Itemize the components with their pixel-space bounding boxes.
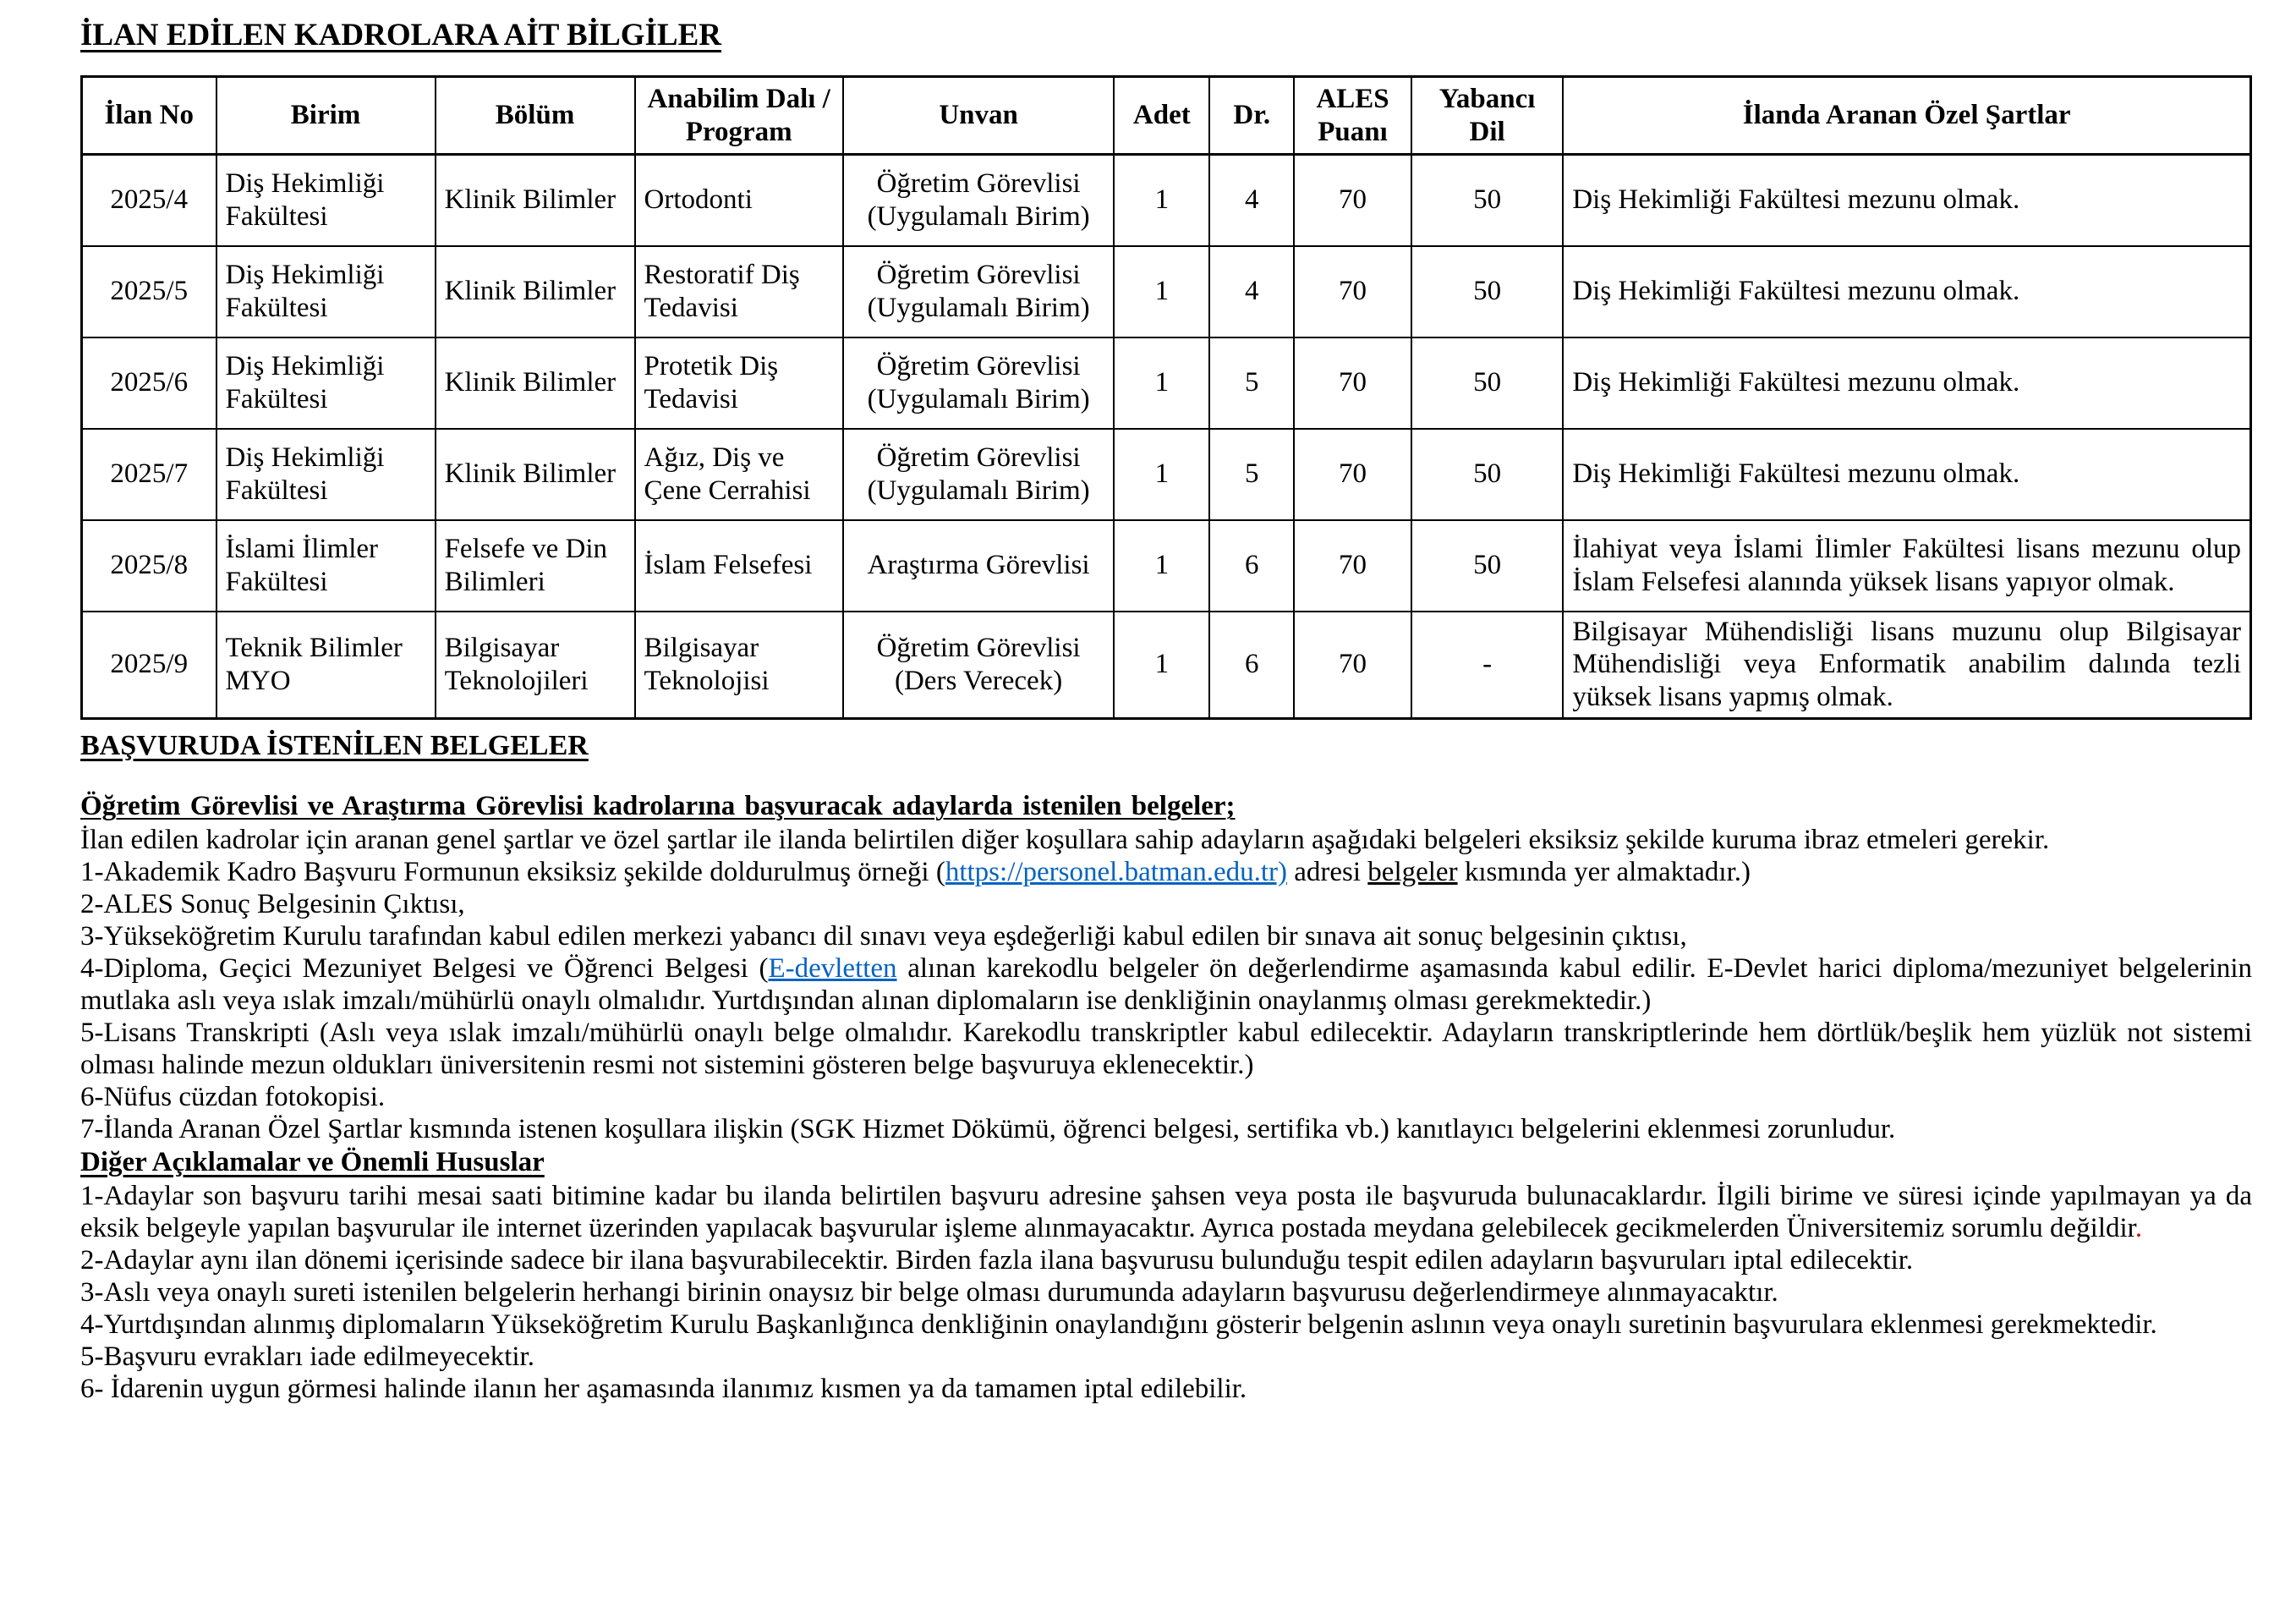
cell-yabanci-dil: - xyxy=(1411,612,1564,719)
header-dr: Dr. xyxy=(1209,77,1294,155)
cell-anabilim-dali: Bilgisayar Teknolojisi xyxy=(635,612,843,719)
document-item-5: 5-Lisans Transkripti (Aslı veya ıslak imzalı/mühürlü onaylı belge olmalıdır. Karekodlu transkriptler kabul edilecektir. Adayların transkriptlerinde hem dörtlük/beşlik hem yüzlük not sistemi olması halinde mezun oldukları üniversitenin resmi not sistemini gösteren belge başvuruya eklenecektir.) xyxy=(80,1018,2252,1081)
note-item-1 xyxy=(80,1180,2252,1244)
header-yabanci-dil: Yabancı Dil xyxy=(1411,77,1564,155)
cell-ilan-no: 2025/8 xyxy=(82,520,216,612)
table-row xyxy=(82,429,2251,520)
cell-unvan: Öğretim Görevlisi (Ders Verecek) xyxy=(843,612,1115,719)
cell-ilan-no: 2025/6 xyxy=(82,337,216,429)
cell-adet: 1 xyxy=(1114,155,1209,246)
cell-ales-puani: 70 xyxy=(1294,337,1411,429)
document-item-6: 6-Nüfus cüzdan fotokopisi. xyxy=(80,1082,386,1113)
document-item-1-underlined: belgeler xyxy=(1367,857,1458,888)
cell-unvan: Öğretim Görevlisi (Uygulamalı Birim) xyxy=(843,429,1115,520)
cell-bolum: Klinik Bilimler xyxy=(436,246,635,337)
cell-bolum: Klinik Bilimler xyxy=(436,429,635,520)
cell-ozel-sartlar: Diş Hekimliği Fakültesi mezunu olmak. xyxy=(1563,429,2250,520)
positions-table xyxy=(80,75,2252,720)
note-item-3: 3-Aslı veya onaylı sureti istenilen belgelerin herhangi birinin onaysız bir belge olması durumunda adayların başvurusu değerlendirmeye alınmayacaktır. xyxy=(80,1277,1778,1309)
cell-dr: 5 xyxy=(1209,429,1294,520)
cell-unvan: Öğretim Görevlisi (Uygulamalı Birim) xyxy=(843,155,1115,246)
cell-ales-puani: 70 xyxy=(1294,246,1411,337)
header-unvan: Unvan xyxy=(843,77,1115,155)
e-devlet-link[interactable]: E-devletten xyxy=(768,953,897,985)
cell-adet: 1 xyxy=(1114,612,1209,719)
document-item-4 xyxy=(80,952,2252,1017)
table-header-row xyxy=(82,77,2251,155)
document-item-1-suffix: kısmında yer almaktadır.) xyxy=(1457,857,1751,888)
cell-dr: 6 xyxy=(1209,612,1294,719)
note-item-2: 2-Adaylar aynı ilan dönemi içerisinde sadece bir ilana başvurabilecektir. Birden fazla ilana başvurusu bulunduğu tespit edilen adayların başvuruları iptal edilecektir. xyxy=(80,1245,1914,1276)
header-ilan-no: İlan No xyxy=(82,77,216,155)
document-item-1 xyxy=(80,856,2252,888)
note-item-1-text: 1-Adaylar son başvuru tarihi mesai saati bitimine kadar bu ilanda belirtilen başvuru adresine şahsen veya posta ile başvuruda bulunacaklardır. İlgili birime ve süresi içinde yapılmayan ya da eksik belgeyle yapılan başvurular ile internet üzerinden yapılacak başvurular işleme alınmayacaktır. Ayrıca postada meydana gelebilecek gecikmelerden Üniversitemiz sorumlu değildir xyxy=(80,1181,2252,1244)
cell-bolum: Bilgisayar Teknolojileri xyxy=(436,612,635,719)
cell-ales-puani: 70 xyxy=(1294,520,1411,612)
note-item-4: 4-Yurtdışından alınmış diplomaların Yükseköğretim Kurulu Başkanlığınca denkliğinin onaylandığını gösterir belgenin aslının veya onaylı suretinin başvurulara eklenmesi gerekmektedir. xyxy=(80,1309,2157,1341)
cell-ales-puani: 70 xyxy=(1294,429,1411,520)
note-item-6: 6- İdarenin uygun görmesi halinde ilanın her aşamasında ilanımız kısmen ya da tamamen iptal edilebilir. xyxy=(80,1374,1247,1405)
cell-anabilim-dali: Ortodonti xyxy=(635,155,843,246)
header-birim: Birim xyxy=(216,77,436,155)
document-item-1-mid: adresi xyxy=(1287,857,1368,888)
personel-url-link[interactable]: https://personel.batman.edu.tr) xyxy=(945,857,1287,888)
cell-ilan-no: 2025/5 xyxy=(82,246,216,337)
cell-unvan: Araştırma Görevlisi xyxy=(843,520,1115,612)
cell-ozel-sartlar: Bilgisayar Mühendisliği lisans muzunu olup Bilgisayar Mühendisliği veya Enformatik anabilim dalında tezli yüksek lisans yapmış olmak. xyxy=(1563,612,2250,719)
cell-ozel-sartlar: İlahiyat veya İslami İlimler Fakültesi lisans mezunu olup İslam Felsefesi alanında yüksek lisans yapıyor olmak. xyxy=(1563,520,2250,612)
cell-birim: Diş Hekimliği Fakültesi xyxy=(216,155,436,246)
cell-anabilim-dali: Ağız, Diş ve Çene Cerrahisi xyxy=(635,429,843,520)
cell-yabanci-dil: 50 xyxy=(1411,155,1564,246)
cell-ozel-sartlar: Diş Hekimliği Fakültesi mezunu olmak. xyxy=(1563,155,2250,246)
cell-dr: 5 xyxy=(1209,337,1294,429)
notes-section-heading: Diğer Açıklamalar ve Önemli Hususlar xyxy=(80,1147,545,1178)
cell-adet: 1 xyxy=(1114,246,1209,337)
table-row xyxy=(82,155,2251,246)
cell-birim: Diş Hekimliği Fakültesi xyxy=(216,337,436,429)
cell-anabilim-dali: İslam Felsefesi xyxy=(635,520,843,612)
cell-ilan-no: 2025/7 xyxy=(82,429,216,520)
cell-birim: Diş Hekimliği Fakültesi xyxy=(216,429,436,520)
document-item-2: 2-ALES Sonuç Belgesinin Çıktısı, xyxy=(80,889,465,920)
cell-yabanci-dil: 50 xyxy=(1411,246,1564,337)
cell-ilan-no: 2025/9 xyxy=(82,612,216,719)
cell-ilan-no: 2025/4 xyxy=(82,155,216,246)
cell-yabanci-dil: 50 xyxy=(1411,520,1564,612)
documents-intro: İlan edilen kadrolar için aranan genel şartlar ve özel şartlar ile ilanda belirtilen diğer koşullara sahip adayların aşağıdaki belgeleri eksiksiz şekilde kuruma ibraz etmeleri gerekir. xyxy=(80,825,2050,856)
cell-anabilim-dali: Protetik Diş Tedavisi xyxy=(635,337,843,429)
cell-ales-puani: 70 xyxy=(1294,612,1411,719)
cell-yabanci-dil: 50 xyxy=(1411,337,1564,429)
table-row xyxy=(82,337,2251,429)
cell-dr: 4 xyxy=(1209,155,1294,246)
cell-ozel-sartlar: Diş Hekimliği Fakültesi mezunu olmak. xyxy=(1563,246,2250,337)
documents-subheading: Öğretim Görevlisi ve Araştırma Görevlisi kadrolarına başvuracak adaylarda istenilen belgeler; xyxy=(80,791,1236,822)
cell-adet: 1 xyxy=(1114,520,1209,612)
header-anabilim-dali: Anabilim Dalı / Program xyxy=(635,77,843,155)
document-item-4-suffix: alınan karekodlu belgeler ön değerlendirme aşamasında kabul edilir. E-Devlet harici diploma/mezuniyet belgelerinin mutlaka aslı veya ıslak imzalı/mühürlü onaylı olmalıdır. Yurtdışından alınan diplomaların ise denkliğinin onaylanmış olması gerekmektedir.) xyxy=(80,953,2252,1017)
documents-section-heading: BAŞVURUDA İSTENİLEN BELGELER xyxy=(80,730,589,762)
header-ales-puani: ALES Puanı xyxy=(1294,77,1411,155)
note-item-1-red-period: . xyxy=(2134,1213,2143,1244)
cell-birim: Teknik Bilimler MYO xyxy=(216,612,436,719)
cell-adet: 1 xyxy=(1114,337,1209,429)
header-bolum: Bölüm xyxy=(436,77,635,155)
cell-dr: 4 xyxy=(1209,246,1294,337)
cell-birim: İslami İlimler Fakültesi xyxy=(216,520,436,612)
cell-unvan: Öğretim Görevlisi (Uygulamalı Birim) xyxy=(843,246,1115,337)
document-item-1-prefix: 1-Akademik Kadro Başvuru Formunun eksiksiz şekilde doldurulmuş örneği ( xyxy=(80,857,945,888)
header-adet: Adet xyxy=(1114,77,1209,155)
document-item-7: 7-İlanda Aranan Özel Şartlar kısmında istenen koşullara ilişkin (SGK Hizmet Dökümü, öğrenci belgesi, sertifika vb.) kanıtlayıcı belgelerini eklenmesi zorunludur. xyxy=(80,1114,1896,1145)
cell-bolum: Klinik Bilimler xyxy=(436,155,635,246)
cell-bolum: Klinik Bilimler xyxy=(436,337,635,429)
cell-bolum: Felsefe ve Din Bilimleri xyxy=(436,520,635,612)
cell-dr: 6 xyxy=(1209,520,1294,612)
cell-ozel-sartlar: Diş Hekimliği Fakültesi mezunu olmak. xyxy=(1563,337,2250,429)
table-row xyxy=(82,612,2251,719)
table-row xyxy=(82,246,2251,337)
cell-anabilim-dali: Restoratif Diş Tedavisi xyxy=(635,246,843,337)
document-item-4-prefix: 4-Diploma, Geçici Mezuniyet Belgesi ve Öğrenci Belgesi ( xyxy=(80,953,769,985)
cell-yabanci-dil: 50 xyxy=(1411,429,1564,520)
cell-ales-puani: 70 xyxy=(1294,155,1411,246)
header-ozel-sartlar: İlanda Aranan Özel Şartlar xyxy=(1563,77,2250,155)
note-item-5: 5-Başvuru evrakları iade edilmeyecektir. xyxy=(80,1341,534,1373)
cell-adet: 1 xyxy=(1114,429,1209,520)
table-row xyxy=(82,520,2251,612)
cell-unvan: Öğretim Görevlisi (Uygulamalı Birim) xyxy=(843,337,1115,429)
cell-birim: Diş Hekimliği Fakültesi xyxy=(216,246,436,337)
page-title: İLAN EDİLEN KADROLARA AİT BİLGİLER xyxy=(80,18,722,52)
document-item-3: 3-Yükseköğretim Kurulu tarafından kabul edilen merkezi yabancı dil sınavı veya eşdeğerliği kabul edilen bir sınava ait sonuç belgesinin çıktısı, xyxy=(80,921,1687,952)
